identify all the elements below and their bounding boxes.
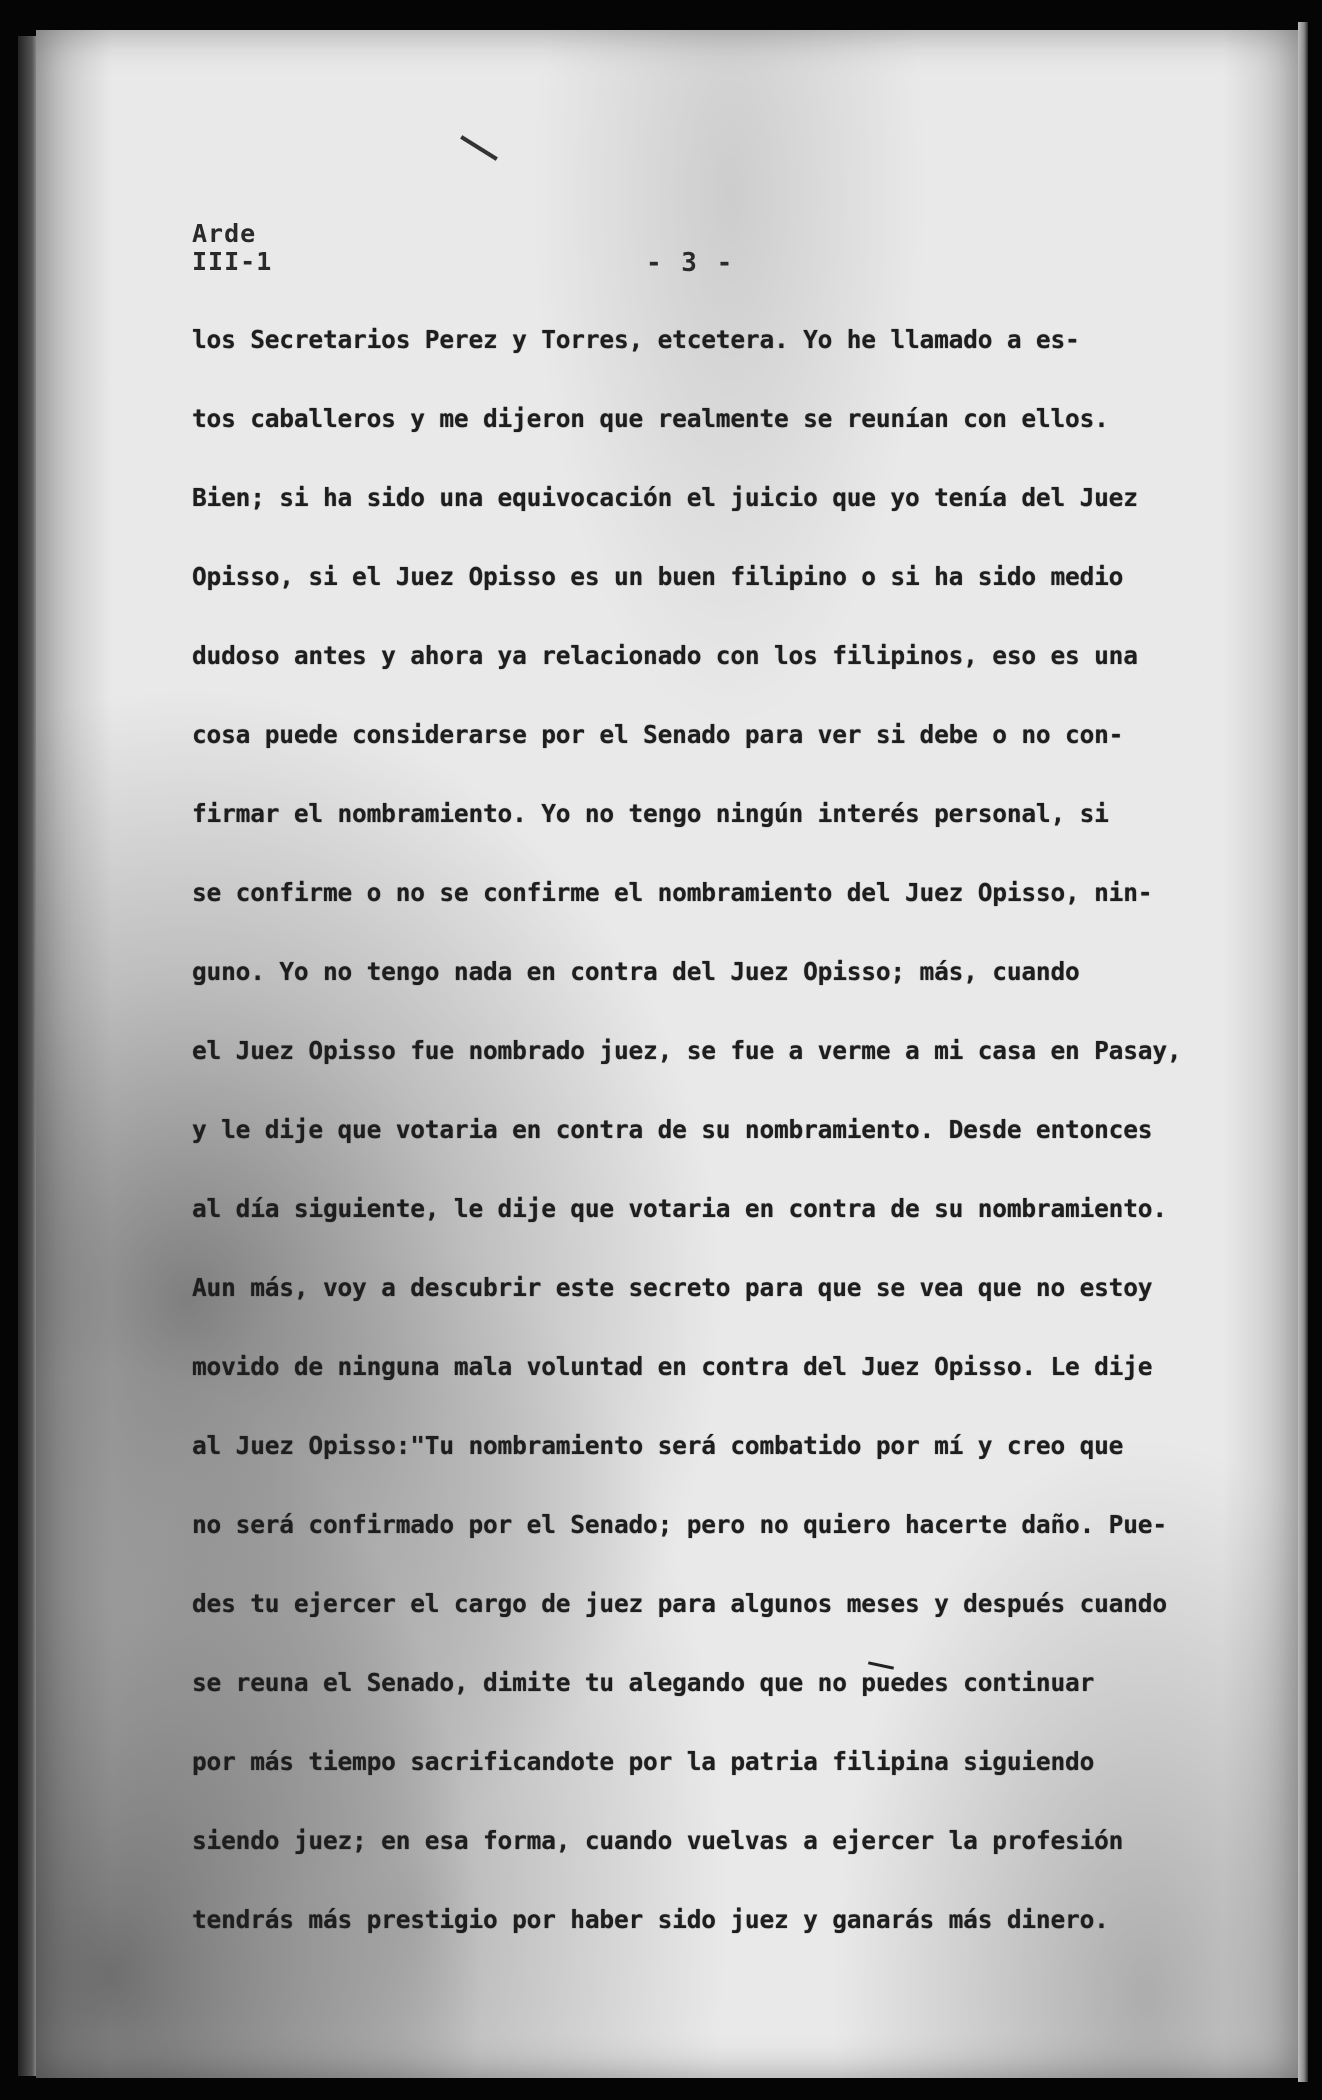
text-line: al día siguiente, le dije que votaria en contra de su nombramiento.	[192, 1194, 1167, 1223]
document-reference	[192, 220, 272, 276]
text-line: movido de ninguna mala voluntad en contra del Juez Opisso. Le dije	[192, 1352, 1153, 1381]
text-line: guno. Yo no tengo nada en contra del Juez Opisso; más, cuando	[192, 957, 1080, 986]
text-line: Opisso, si el Juez Opisso es un buen filipino o si ha sido medio	[192, 562, 1124, 591]
transcript-body	[192, 318, 1262, 1977]
text-line: por más tiempo sacrificandote por la patria filipina siguiendo	[192, 1747, 1095, 1776]
paper-right-edge	[1298, 22, 1308, 2082]
paper-left-edge	[18, 36, 38, 2076]
text-line: no será confirmado por el Senado; pero no quiero hacerte daño. Pue-	[192, 1510, 1167, 1539]
text-line: cosa puede considerarse por el Senado para ver si debe o no con-	[192, 720, 1124, 749]
text-line: tos caballeros y me dijeron que realmente se reunían con ellos.	[192, 404, 1109, 433]
text-line: el Juez Opisso fue nombrado juez, se fue a verme a mi casa en Pasay,	[192, 1036, 1182, 1065]
text-line: firmar el nombramiento. Yo no tengo ningún interés personal, si	[192, 799, 1109, 828]
text-line: al Juez Opisso:"Tu nombramiento será combatido por mí y creo que	[192, 1431, 1124, 1460]
text-line: Bien; si ha sido una equivocación el juicio que yo tenía del Juez	[192, 483, 1138, 512]
text-line: y le dije que votaria en contra de su nombramiento. Desde entonces	[192, 1115, 1153, 1144]
text-line: des tu ejercer el cargo de juez para algunos meses y después cuando	[192, 1589, 1167, 1618]
page-number: - 3 -	[646, 248, 735, 278]
text-line: los Secretarios Perez y Torres, etcetera. Yo he llamado a es-	[192, 325, 1080, 354]
text-line: dudoso antes y ahora ya relacionado con los filipinos, eso es una	[192, 641, 1138, 670]
text-line: tendrás más prestigio por haber sido juez y ganarás más dinero.	[192, 1905, 1109, 1934]
text-line: se reuna el Senado, dimite tu alegando que no puedes continuar	[192, 1668, 1095, 1697]
text-line: Aun más, voy a descubrir este secreto para que se vea que no estoy	[192, 1273, 1153, 1302]
text-line: siendo juez; en esa forma, cuando vuelvas a ejercer la profesión	[192, 1826, 1124, 1855]
reel-code: III-1	[192, 247, 273, 276]
text-line: se confirme o no se confirme el nombramiento del Juez Opisso, nin-	[192, 878, 1153, 907]
typist-code: Arde	[192, 219, 257, 248]
